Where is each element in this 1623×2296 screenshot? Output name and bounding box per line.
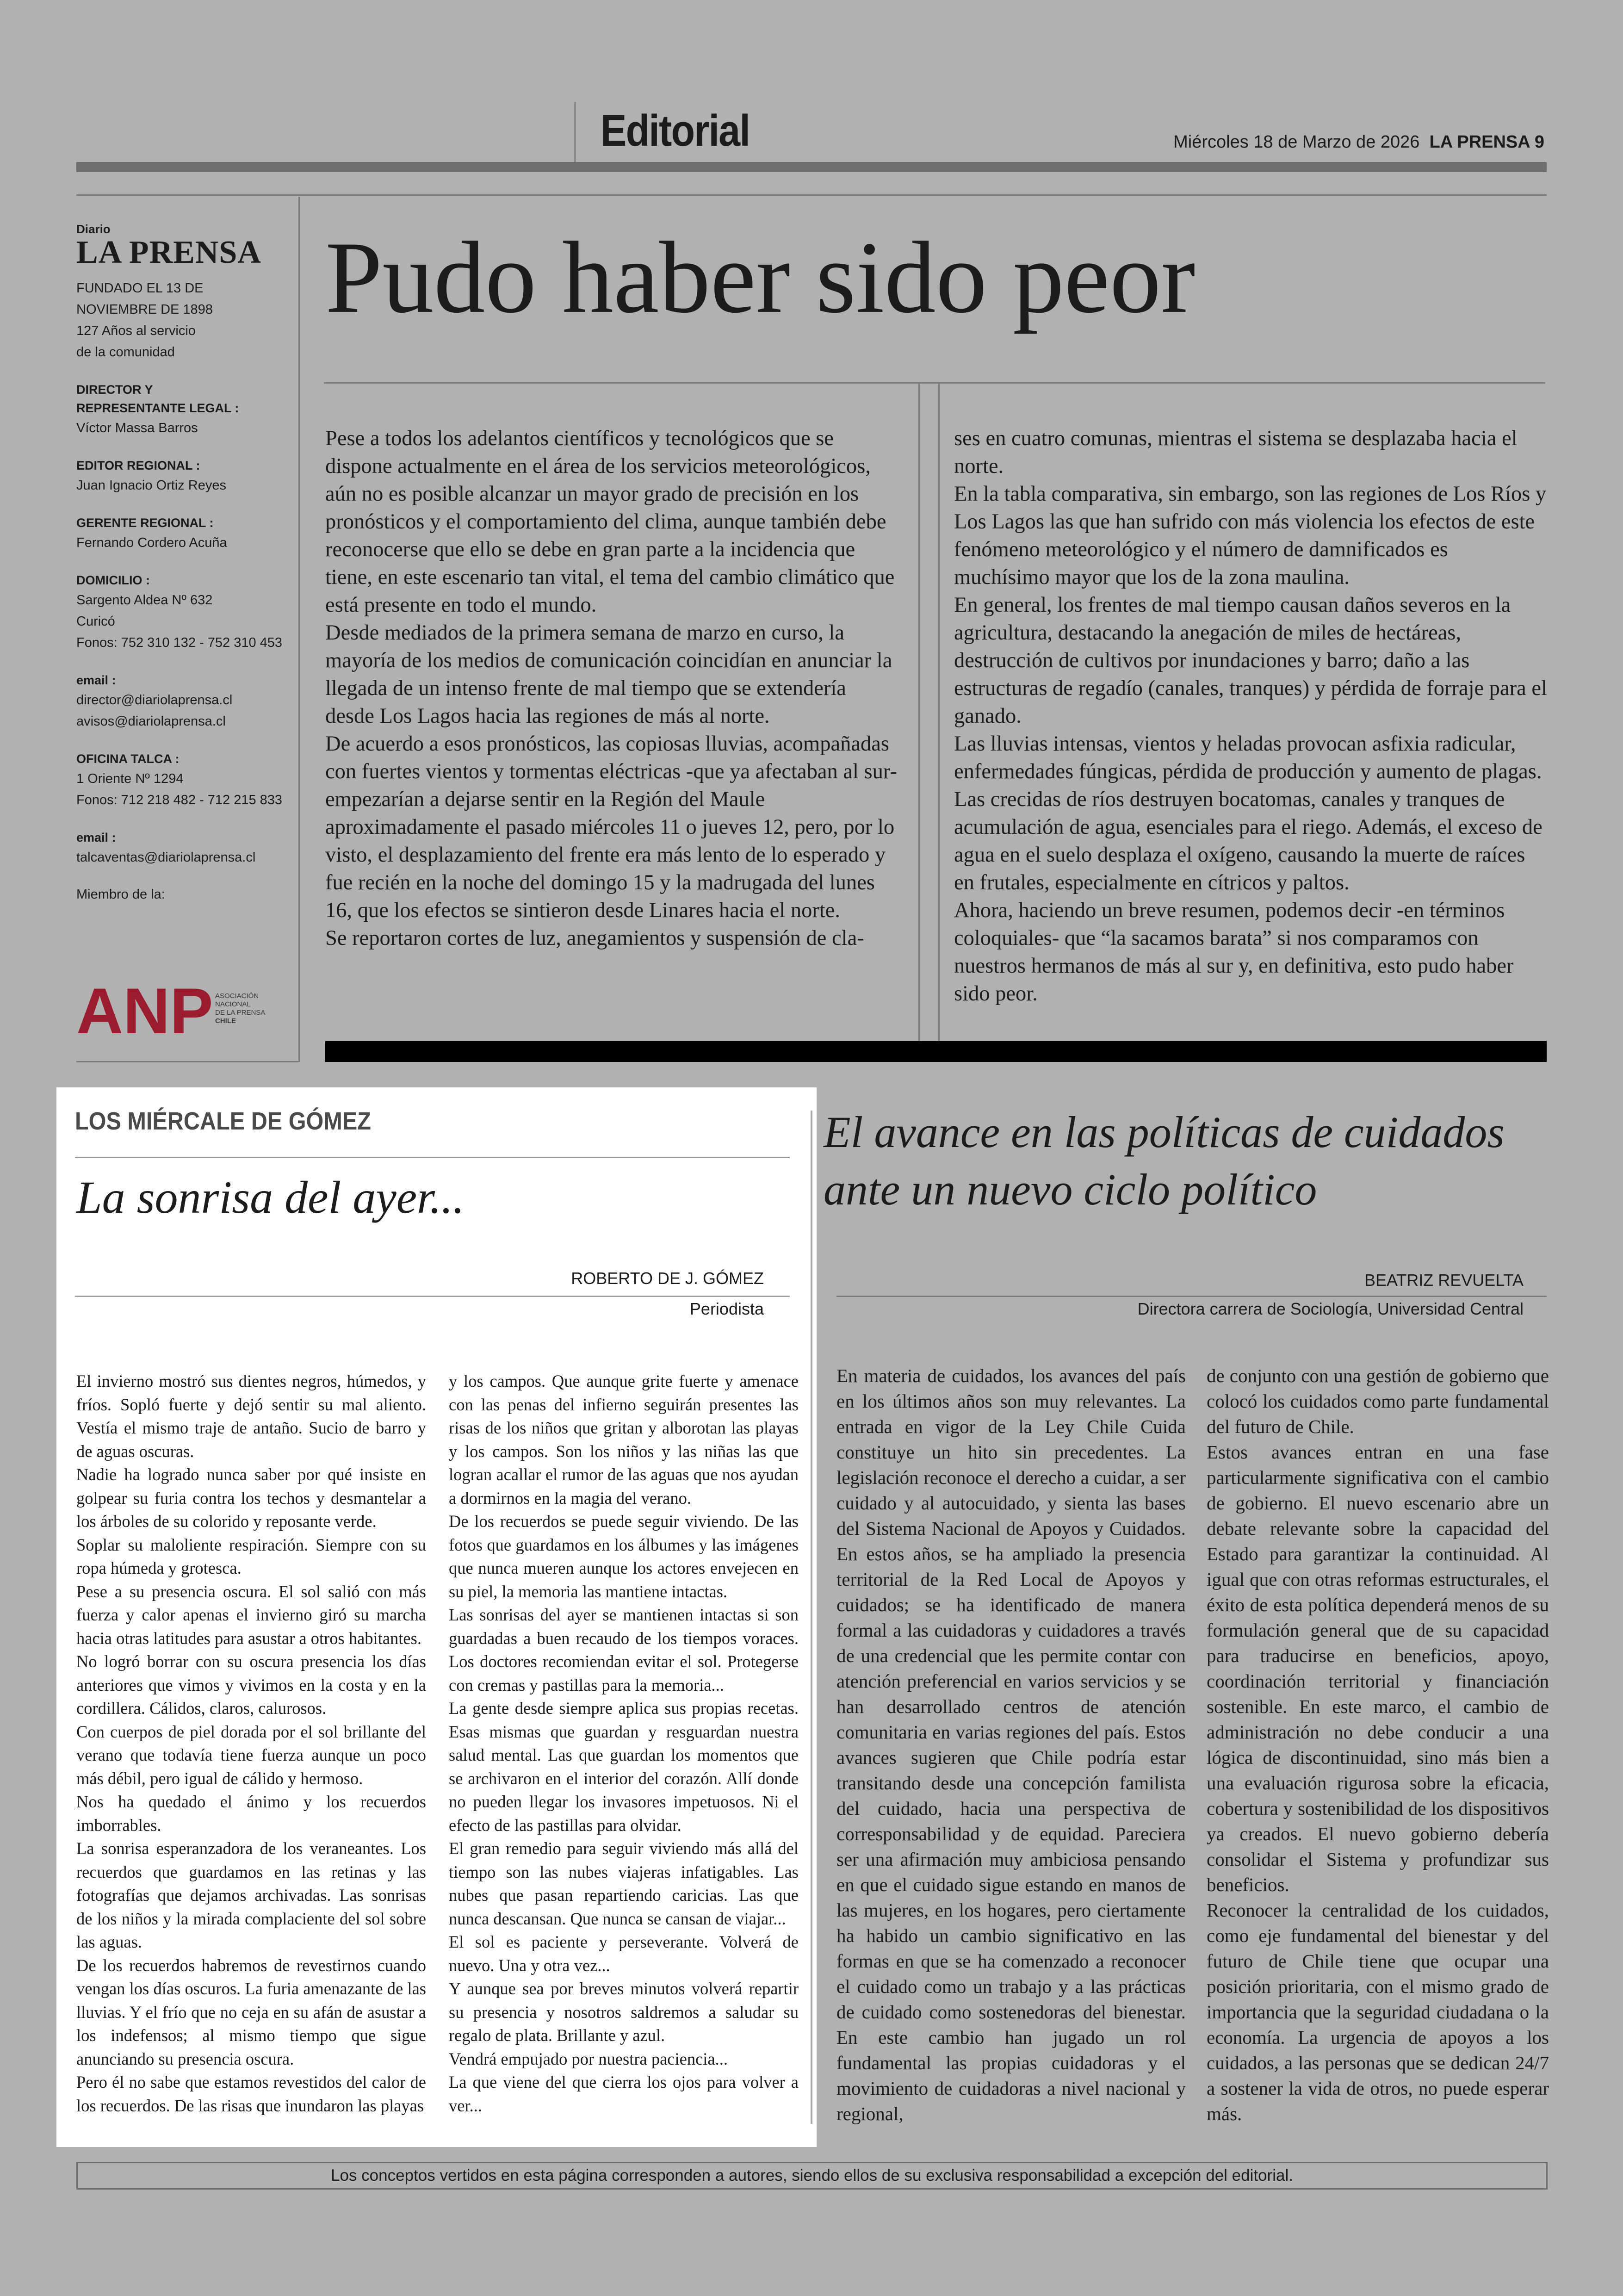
email-link[interactable]: talcaventas@diariolaprensa.cl bbox=[76, 850, 256, 865]
talca-office-label: OFICINA TALCA : bbox=[76, 752, 180, 766]
director-label: DIRECTOR Y REPRESENTANTE LEGAL : bbox=[76, 383, 239, 415]
paragraph: Reconocer la centralidad de los cuidados, como eje fundamental del bienestar y del futuro de Chile tiene que ocupar una posición prioritaria, con el mismo grado de importancia que la seguridad ciudadana o la economía. La urgencia de apoyos a los cuidados, a las personas que se dedican 24/7 a sostener la vida de otros, no puede esperar más. bbox=[1207, 1899, 1549, 2124]
founded-line: FUNDADO EL 13 DE bbox=[76, 281, 204, 296]
opinion-1-column-1 bbox=[76, 1370, 426, 2117]
paragraph: La sonrisa esperanzadora de los veraneantes. Los recuerdos que guardamos en las retinas y las fotografías que dejamos archivadas. Las sonrisas de los niños y la mirada complaciente del sol sobre las aguas. bbox=[76, 1839, 426, 1951]
paragraph: Las sonrisas del ayer se mantienen intactas si son guardadas a buen recaudo de los tiempos voraces. Los doctores recomiendan evitar el sol. Protegerse con cremas y pastillas para la memoria... bbox=[449, 1605, 799, 1694]
manager-name: Fernando Cordero Acuña bbox=[76, 535, 227, 550]
header-date-line bbox=[1173, 132, 1544, 152]
kicker-rule bbox=[75, 1157, 790, 1158]
opinion-2-title: El avance en las políticas de cuidados ante un nuevo ciclo político bbox=[824, 1107, 1505, 1214]
header-divider bbox=[574, 102, 576, 162]
paragraph: Las crecidas de ríos destruyen bocatomas, canales y tranques de acumulación de agua, esenciales para el riego. Además, el exceso de agua en el suelo desplaza el oxígeno, causando la muerte de raíces en frutales, especialmente en cítricos y paltos. bbox=[954, 788, 1542, 894]
opinion-2-author: BEATRIZ REVUELTA bbox=[1364, 1271, 1524, 1290]
anp-logo-mark: ANP bbox=[76, 974, 213, 1043]
paragraph: Con cuerpos de piel dorada por el sol brillante del verano que todavía tiene fuerza aunque un poco más débil, pero igual de cálido y hermoso. bbox=[76, 1722, 426, 1788]
paragraph: De los recuerdos habremos de revestirnos cuando vengan los días oscuros. La furia amenazante de las lluvias. Y el frío que no ceja en su afán de asustar a los indefensos; al mismo tiempo que sigue anunciando su presencia oscura. bbox=[76, 1955, 426, 2068]
paragraph: De los recuerdos se puede seguir viviendo. De las fotos que guardamos en los álbumes y las imágenes que nunca mueren aunque los actores envejecen en su piel, la memoria las mantiene intactas. bbox=[449, 1512, 799, 1601]
paragraph: En la tabla comparativa, sin embargo, son las regiones de Los Ríos y Los Lagos las que han sufrido con más violencia los efectos de este fenómeno meteorológico y el número de damnificados es muchísimo mayor que los de la zona maulina. bbox=[954, 482, 1547, 589]
editorial-column-1 bbox=[325, 425, 899, 952]
paragraph: de conjunto con una gestión de gobierno que colocó los cuidados como parte fundamental del futuro de Chile. bbox=[1207, 1365, 1549, 1437]
masthead-kicker: Diario bbox=[76, 222, 111, 236]
author-rule bbox=[836, 1296, 1547, 1297]
header-bar bbox=[76, 162, 1547, 172]
header-rule bbox=[76, 194, 1547, 196]
paragraph: La gente desde siempre aplica sus propias recetas. Esas mismas que guardan y resguardan nuestra salud mental. Las que guardan los momentos que se archivaron en el interior del corazón. Allí donde no pueden llegar los invasores impetuosos. Ni el efecto de las pastillas para olvidar. bbox=[449, 1699, 799, 1835]
member-label: Miembro de la: bbox=[76, 887, 165, 902]
paragraph: Ahora, haciendo un breve resumen, podemos decir -en términos coloquiales- que “la sacamos barata” si nos comparamos con nuestros hermanos de más al sur y, en definitiva, esto pudo haber sido peor. bbox=[954, 899, 1514, 1005]
paragraph: Desde mediados de la primera semana de marzo en curso, la mayoría de los medios de comunicación coincidían en anunciar la llegada de un intenso frente de mal tiempo que se extendería desde Los Lagos hacia las regiones de más al norte. bbox=[325, 621, 892, 728]
sidebar-bottom-rule bbox=[76, 1061, 298, 1062]
paragraph: Las lluvias intensas, vientos y heladas provocan asfixia radicular, enfermedades fúngicas, pérdida de producción y aumento de plagas. bbox=[954, 732, 1542, 783]
paragraph: Nos ha quedado el ánimo y los recuerdos imborrables. bbox=[76, 1792, 426, 1835]
email-label: email : bbox=[76, 673, 116, 687]
column-kicker: LOS MIÉRCALE DE GÓMEZ bbox=[75, 1107, 371, 1135]
manager-label: GERENTE REGIONAL : bbox=[76, 516, 214, 530]
paragraph: En general, los frentes de mal tiempo causan daños severos en la agricultura, destacando la anegación de miles de hectáreas, destrucción de cultivos por inundaciones y barro; daño a las estructuras de regadío (canales, tranques) y pérdida de forraje para el ganado. bbox=[954, 593, 1547, 728]
page-number: LA PRENSA 9 bbox=[1429, 132, 1544, 152]
paragraph: Nadie ha logrado nunca saber por qué insiste en golpear su furia contra los techos y desmantelar a los árboles de su colorido y reposante verde. bbox=[76, 1465, 426, 1531]
talca-address: 1 Oriente Nº 1294 bbox=[76, 771, 184, 786]
address-line: Sargento Aldea Nº 632 bbox=[76, 593, 213, 608]
paragraph: El gran remedio para seguir viviendo más allá del tiempo son las nubes viajeras infatigables. Las nubes que pasan repartiendo caricias. Las que nunca descansan. Que nunca se cansan de viajar... bbox=[449, 1839, 799, 1928]
paragraph: De acuerdo a esos pronósticos, las copiosas lluvias, acompañadas con fuertes vientos y tormentas eléctricas -que ya afectaban al sur- empezarían a dejarse sentir en la Región del Maule aproximadamente el pasado miércoles 11 o jueves 12, pero, por lo visto, el desplazamiento del frente era más lento de lo esperado y fue recién en la noche del domingo 15 y la madrugada del lunes 16, que los efectos se sintieron desde Linares hacia el norte. bbox=[325, 732, 897, 922]
column-rule bbox=[918, 383, 920, 1041]
editorial-end-bar bbox=[325, 1041, 1547, 1062]
opinion-1-role: Periodista bbox=[689, 1299, 764, 1318]
masthead-sidebar bbox=[76, 222, 289, 905]
opinion-2-column-1 bbox=[836, 1363, 1186, 2127]
anp-text: DE LA PRENSA bbox=[215, 1009, 266, 1017]
editorial-headline: Pudo haber sido peor bbox=[325, 221, 1196, 335]
founded-line: NOVIEMBRE DE 1898 bbox=[76, 302, 213, 317]
opinion-1-column-2 bbox=[449, 1370, 799, 2117]
anp-logo bbox=[76, 974, 275, 1043]
footer-disclaimer: Los conceptos vertidos en esta página corresponden a autores, siendo ellos de su exclusiva responsabilidad a excepción del editorial. bbox=[76, 2162, 1548, 2190]
section-title: Editorial bbox=[601, 106, 750, 155]
anp-text: NACIONAL bbox=[215, 1000, 251, 1008]
director-name: Víctor Massa Barros bbox=[76, 421, 198, 435]
paragraph: No logró borrar con su oscura presencia los días anteriores que vimos y vivimos en la costa y en la cordillera. Cálidos, claros, calurosos. bbox=[76, 1652, 426, 1718]
editorial-rule bbox=[324, 382, 1545, 384]
opinion-1-author: ROBERTO DE J. GÓMEZ bbox=[571, 1269, 764, 1288]
paragraph: Pese a todos los adelantos científicos y tecnológicos que se dispone actualmente en el área de los servicios meteorológicos, aún no es posible alcanzar un mayor grado de precisión en los pronósticos y el comportamiento del clima, aunque también debe reconocerse que ello se debe en gran parte a la incidencia que tiene, en este escenario tan vital, el tema del cambio climático que está presente en todo el mundo. bbox=[325, 427, 895, 617]
sidebar-rule bbox=[298, 197, 300, 1062]
email-link[interactable]: avisos@diariolaprensa.cl bbox=[76, 714, 226, 729]
masthead-logo: LA PRENSA bbox=[76, 235, 261, 270]
paragraph: El sol es paciente y perseverante. Volverá de nuevo. Una y otra vez... bbox=[449, 1932, 799, 1975]
address-city: Curicó bbox=[76, 614, 115, 629]
editor-label: EDITOR REGIONAL : bbox=[76, 459, 200, 472]
paragraph: Se reportaron cortes de luz, anegamientos y suspensión de cla- bbox=[325, 926, 864, 950]
column-rule bbox=[938, 383, 940, 1041]
paragraph: En materia de cuidados, los avances del país en los últimos años son muy relevantes. La entrada en vigor de la Ley Chile Cuida constituye un hito sin precedentes. La legislación reconoce el derecho a cuidar, a ser cuidado y al autocuidado, y sienta las bases del Sistema Nacional de Apoyos y Cuidados. En estos años, se ha ampliado la presencia territorial de la Red Local de Apoyos y cuidados; se ha identificado de manera formal a las cuidadoras y cuidadores a través de una credencial que les permite contar con atención preferencial en varios servicios y se han desarrollado centros de atención comunitaria en varias regiones del país. Estos avances sugieren que Chile podría estar transitando desde una concepción familista del cuidado, hacia una perspectiva de corresponsabilidad y de equidad. Pareciera ser una afirmación muy ambiciosa pensando en que el cuidado sigue estando en manos de las mujeres, en los hogares, pero ciertamente ha habido un cambio significativo en las formas en que se ha comenzado a reconocer el cuidado como un trabajo y a las prácticas de cuidado como sostenedoras del bienestar. En este cambio han jugado un rol fundamental las propias cuidadoras y el movimiento de cuidadoras a nivel nacional y regional, bbox=[836, 1365, 1186, 2124]
paragraph: El invierno mostró sus dientes negros, húmedos, y fríos. Sopló fuerte y dejó sentir su mal aliento. Vestía el mismo traje de antaño. Sucio de barro y de aguas oscuras. bbox=[76, 1371, 426, 1461]
paragraph: Pero él no sabe que estamos revestidos del calor de los recuerdos. De las risas que inundaron las playas bbox=[76, 2073, 426, 2115]
paragraph: Estos avances entran en una fase particularmente significativa con el cambio de gobierno. El nuevo escenario abre un debate relevante sobre la capacidad del Estado para garantizar la continuidad. Al igual que con otras reformas estructurales, el éxito de esta política dependerá menos de su formulación general que de su capacidad para traducirse en beneficios, apoyo, coordinación territorial y financiación sostenible. En este marco, el cambio de administración no debe conducir a una lógica de discontinuidad, sino más bien a una evaluación rigurosa sobre la eficacia, cobertura y sostenibilidad de los dispositivos ya creados. El nuevo gobierno debería consolidar el Sistema y profundizar sus beneficios. bbox=[1207, 1441, 1549, 1895]
paragraph: La que viene del que cierra los ojos para volver a ver... bbox=[449, 2073, 799, 2115]
anp-text: CHILE bbox=[215, 1017, 236, 1025]
founded-line: de la comunidad bbox=[76, 345, 175, 360]
opinion-2-role: Directora carrera de Sociología, Universidad Central bbox=[1137, 1299, 1524, 1318]
paragraph: Vendrá empujado por nuestra paciencia... bbox=[449, 2049, 728, 2068]
phones: Fonos: 752 310 132 - 752 310 453 bbox=[76, 635, 283, 650]
anp-text: ASOCIACIÓN bbox=[215, 992, 259, 1000]
opinion-divider bbox=[811, 1111, 812, 2124]
paragraph: Soplar su maloliente respiración. Siempre con su ropa húmeda y grotesca. bbox=[76, 1535, 426, 1577]
paragraph: Y aunque sea por breves minutos volverá repartir su presencia y nosotros saldremos a saludar su regalo de plata. Brillante y azul. bbox=[449, 1979, 799, 2045]
paragraph: ses en cuatro comunas, mientras el sistema se desplazaba hacia el norte. bbox=[954, 427, 1518, 478]
email-label: email : bbox=[76, 831, 116, 844]
opinion-2-column-2 bbox=[1207, 1363, 1549, 2127]
author-rule bbox=[75, 1296, 790, 1297]
opinion-1-title: La sonrisa del ayer... bbox=[76, 1172, 465, 1223]
header-date: Miércoles 18 de Marzo de 2026 bbox=[1173, 132, 1420, 152]
paragraph: y los campos. Que aunque grite fuerte y amenace con las penas del infierno seguirán presentes las risas de los niños que gritan y alborotan las playas y los campos. Son los niños y las niñas las que logran acallar el rumor de las aguas que nos ayudan a dormirnos en la magia del verano. bbox=[449, 1371, 799, 1508]
address-label: DOMICILIO : bbox=[76, 573, 150, 587]
email-link[interactable]: director@diariolaprensa.cl bbox=[76, 693, 233, 707]
talca-phones: Fonos: 712 218 482 - 712 215 833 bbox=[76, 793, 283, 807]
paragraph: Pese a su presencia oscura. El sol salió con más fuerza y calor apenas el invierno giró su marcha hacia otras latitudes para asustar a otros habitantes. bbox=[76, 1582, 426, 1648]
editorial-column-2 bbox=[954, 425, 1549, 1008]
editor-name: Juan Ignacio Ortiz Reyes bbox=[76, 478, 226, 493]
founded-line: 127 Años al servicio bbox=[76, 323, 196, 338]
